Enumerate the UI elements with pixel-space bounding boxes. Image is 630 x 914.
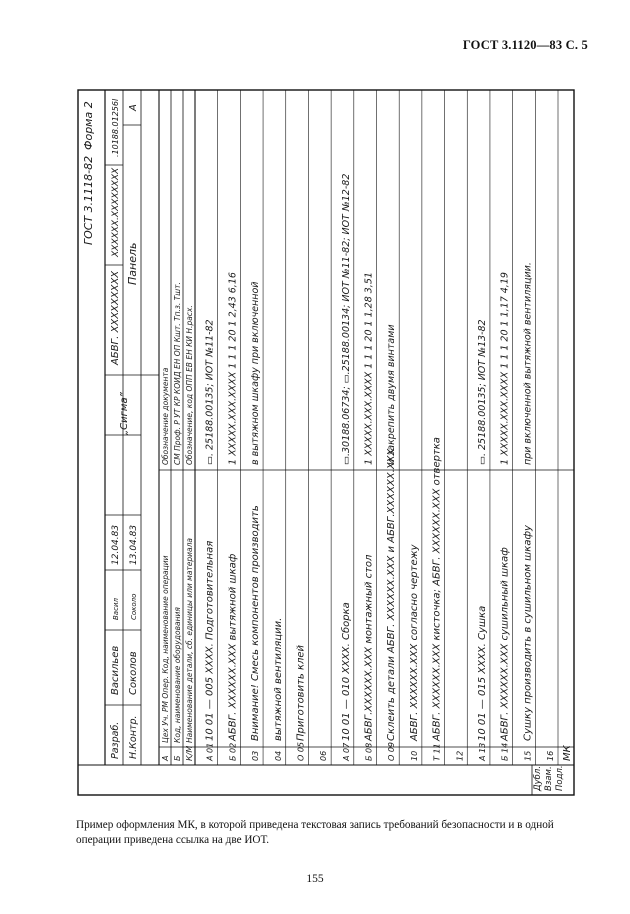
row-text: АБВГ.XXXXXX.XXX монтажный стол (363, 554, 375, 741)
row-number: О 09 (387, 741, 397, 761)
form-row (227, 272, 238, 761)
row-text: АБВГ. XXXXXX.XXX вытяжной шкаф (227, 553, 239, 741)
row-right-text: 1 XXXXX.XXX.XXXX 1 1 1 20 1 2,43 6,16 (227, 272, 239, 465)
row-number: А 07 (341, 742, 351, 761)
doc-code3: .10188.01256I (111, 98, 120, 157)
header-prefix: К/М (185, 745, 194, 761)
header-text: Код, наименование оборудования (173, 607, 182, 743)
row-text: 10 01 — 015 XXXX. Сушка (476, 605, 488, 741)
row-text: 10 01 — 005 XXXX. Подготовительная (204, 540, 216, 741)
row-text: Внимание! Смесь компонентов производить (250, 505, 262, 741)
row-number: 10 (409, 750, 419, 761)
header-text: Цех Уч. РМ Опер. Код, наименование операции (161, 555, 170, 743)
side-label: Взам. (544, 766, 554, 791)
row-text: Склеить детали АБВГ. XXXXXX.XXX и АБВГ.XXXXXX.XXX (386, 448, 398, 741)
form-row (409, 543, 420, 761)
form-row (386, 324, 397, 761)
stamp-role: Соколо (130, 593, 138, 620)
form-row (340, 174, 352, 762)
row-right-text: при включенной вытяжной вентиляции. (522, 262, 534, 465)
footer-code: МК (562, 745, 573, 761)
form-row (273, 618, 284, 761)
row-text: 10 01 — 010 XXXX. Сборка (340, 602, 352, 741)
stamp-org: „Сигма” (119, 392, 130, 435)
header-text: Наименование детали, сб. единицы или материала (185, 537, 194, 743)
row-right-text: 1 XXXXX.XXX.XXXX 1 1 1 20 1 1,28 3,51 (363, 272, 375, 465)
doc-code2: XXXXXX.XXXXXXXX (111, 167, 121, 257)
row-number: 16 (546, 750, 555, 761)
row-number: 03 (251, 750, 261, 761)
row-number: 12 (455, 750, 465, 761)
row-text: вытяжной вентиляции. (272, 617, 284, 741)
row-text: АБВГ. XXXXXX.XXX сушильный шкаф (499, 547, 511, 741)
route-card-drawing (70, 85, 590, 805)
stamp-name: Васильев (110, 645, 121, 695)
row-right-text: ▭. 25188.00135; ИОТ №11-82 (204, 319, 216, 465)
page-header: ГОСТ 3.1120—83 С. 5 (462, 38, 588, 52)
stamp-date: 13.04.83 (129, 524, 139, 565)
standard-label: ГОСТ 3.1118-82 (82, 155, 95, 245)
form-row (250, 282, 261, 761)
form-row (432, 437, 443, 761)
row-number: 04 (273, 750, 283, 761)
side-label: Дубл. (533, 765, 543, 791)
row-text: АБВГ. XXXXXX.XXX согласно чертежу (408, 544, 420, 741)
doc-code: АБВГ. XXXXXXXXX (110, 270, 121, 365)
stamp-label: Н.Контр. (128, 715, 139, 759)
letter: А (128, 104, 139, 111)
side-label: Подл. (555, 765, 565, 791)
row-right-text: в вытяжном шкафу при включенной (250, 281, 262, 465)
row-text: Сушку производить в сушильном шкафу (522, 525, 534, 741)
form-row (205, 319, 216, 762)
row-number: О 05 (296, 741, 306, 761)
page-number: 155 (306, 873, 324, 885)
form-label: Форма 2 (82, 101, 95, 150)
row-right-text: ▭.30188.06734; ▭.25188.00134; ИОТ №11-82; ИОТ №12-82 (340, 173, 352, 465)
header-prefix: Б (173, 755, 182, 761)
header-right: СМ Проф. Р УТ КР КОИД ЕН ОП Кшт. Тп.з. Тшт. (173, 282, 182, 465)
route-card-form (70, 85, 590, 805)
row-right-text: ▭. 25188.00135; ИОТ №13-82 (476, 319, 488, 465)
row-right-text: и закрепить двумя винтами (386, 324, 398, 465)
row-number: 06 (319, 750, 329, 761)
header-right: Обозначение, код ОПП ЕВ ЕН КИ Н.расх. (185, 305, 194, 465)
row-number: Б 02 (228, 742, 238, 761)
row-number: 15 (523, 750, 533, 761)
header-prefix: А (161, 755, 170, 761)
row-right-text: 1 XXXXX.XXX.XXXX 1 1 1 20 1 1,17 4,19 (499, 272, 511, 465)
form-row (500, 272, 511, 761)
row-number: Б 14 (500, 742, 510, 761)
form-row (522, 262, 533, 761)
row-number: Б 08 (364, 742, 374, 761)
form-row (319, 751, 328, 761)
stamp-date: 12.04.83 (111, 524, 121, 565)
figure-caption: Пример оформления МК, в которой приведена текстовая запись требований безопасности и в одной операции приведена ссылка на две ИОТ. (76, 819, 554, 846)
form-row (546, 751, 555, 761)
stamp-role: Васил (112, 598, 120, 620)
form-row (364, 272, 375, 761)
stamp-name: Соколов (128, 651, 139, 695)
header-right: Обозначение документа (161, 367, 170, 465)
form-row (295, 644, 306, 761)
form-row (455, 751, 464, 761)
row-number: Т 11 (432, 743, 442, 761)
form-row (477, 319, 488, 762)
row-text: АБВГ. XXXXXX.XXX кисточка; АБВГ. XXXXXX.XXX отвертка (431, 437, 443, 741)
row-number: А 13 (477, 742, 487, 761)
row-text: Приготовить клей (295, 644, 307, 741)
stamp-label: Разраб. (110, 721, 121, 759)
product-name: Панель (126, 242, 139, 285)
row-number: А 01 (205, 742, 215, 761)
